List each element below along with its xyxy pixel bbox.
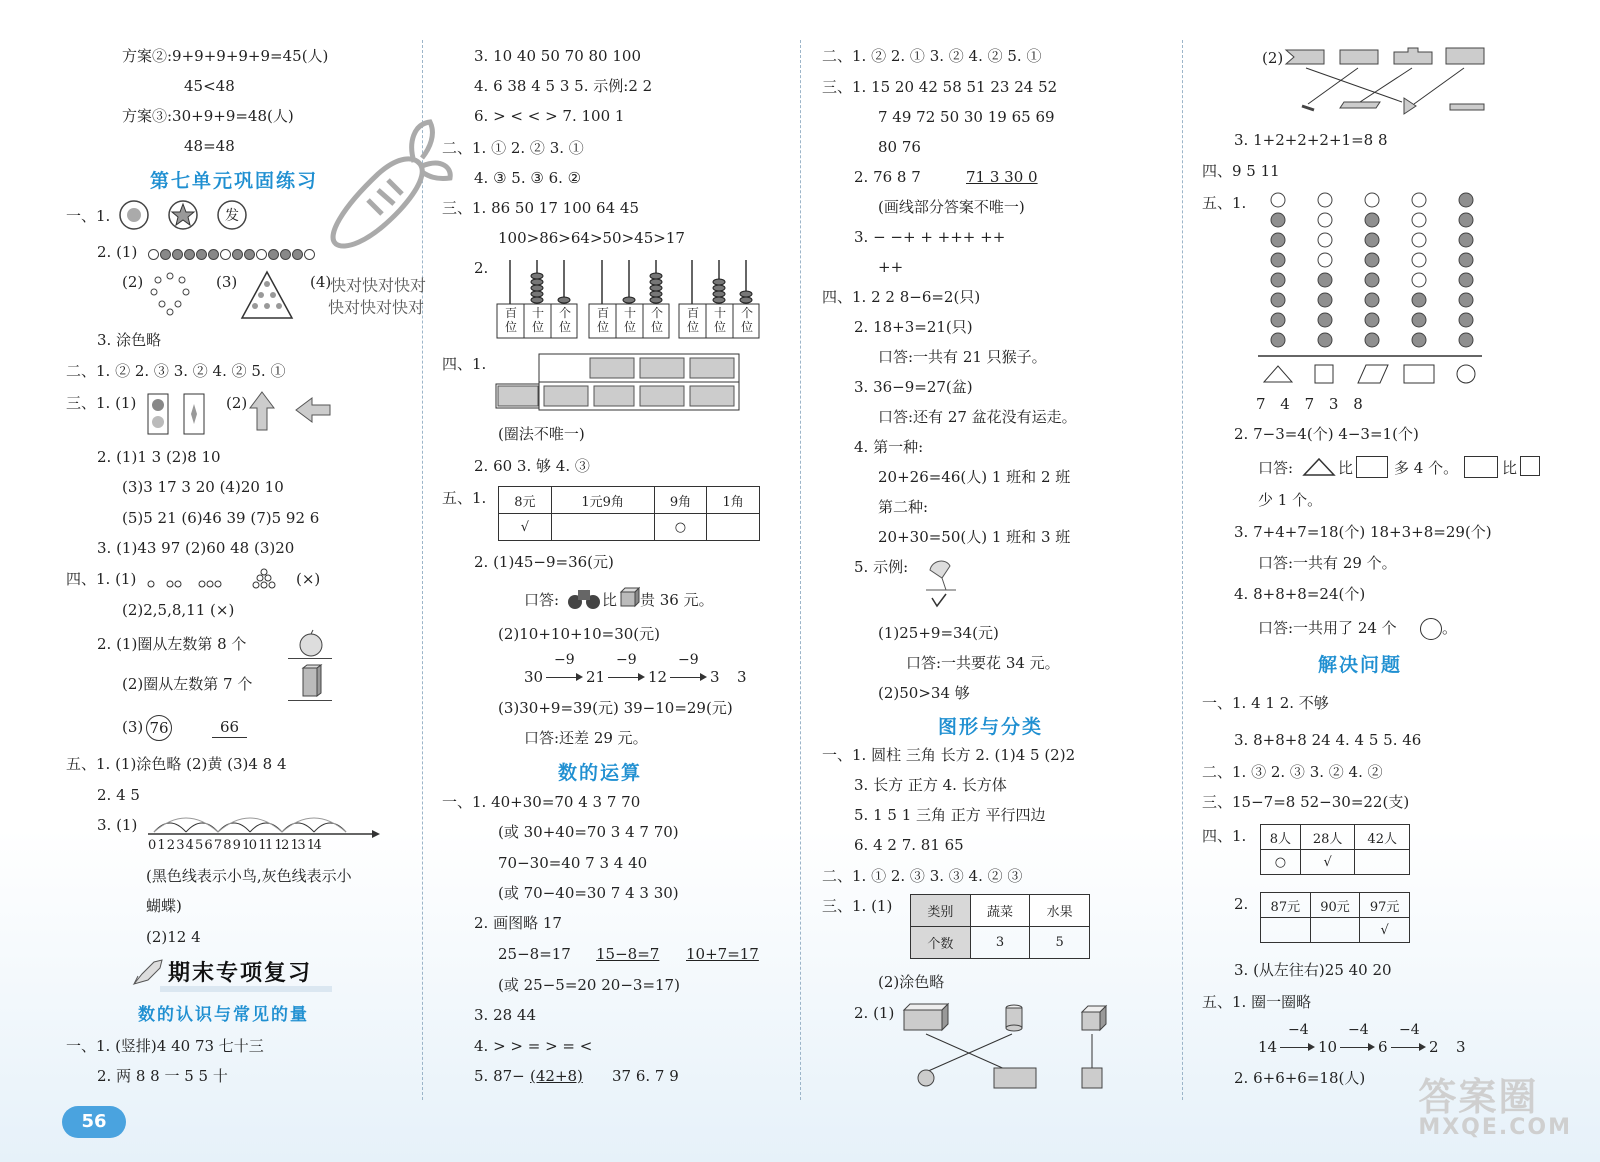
stamp-text: 快对快对快对 bbox=[330, 276, 427, 295]
count-circle bbox=[1271, 233, 1285, 247]
chain-arrowhead bbox=[576, 673, 583, 681]
answer-line: 二、1. ① 2. ③ 3. ③ 4. ② ③ bbox=[822, 867, 1023, 885]
heart-shape-icon bbox=[148, 270, 198, 316]
abacus-rod-label: 十位 bbox=[531, 306, 544, 334]
table-header: 42人 bbox=[1355, 825, 1410, 850]
count-circle bbox=[1318, 193, 1332, 207]
section-title-unit7: 第七单元巩固练习 bbox=[150, 170, 319, 192]
answer-line: 口答: bbox=[1258, 459, 1294, 477]
answer-line: (圈法不唯一) bbox=[498, 425, 585, 443]
answer-line: (2)12 4 bbox=[146, 928, 201, 946]
answer-line: 口答: bbox=[524, 591, 560, 609]
count-circle bbox=[1365, 293, 1379, 307]
chain-operation: −4 bbox=[1348, 1022, 1369, 1038]
count-circle bbox=[1318, 293, 1332, 307]
chain-operation: −4 bbox=[1399, 1022, 1420, 1038]
chain-value: 3 bbox=[1456, 1038, 1466, 1056]
square-icon bbox=[1520, 456, 1540, 476]
table-cell: 5 bbox=[1030, 927, 1090, 959]
count-circle bbox=[1318, 213, 1332, 227]
chain-arrow bbox=[1280, 1047, 1310, 1048]
table-cell: 3 bbox=[970, 927, 1030, 959]
count-circle bbox=[1412, 313, 1426, 327]
category-count-table bbox=[910, 894, 1090, 959]
abacus-bead bbox=[650, 279, 662, 285]
answer-line: 四、1. bbox=[1202, 827, 1247, 845]
chain-value: 3 bbox=[710, 668, 720, 686]
carrot-illustration bbox=[318, 118, 458, 258]
answer-line: 45<48 bbox=[184, 77, 235, 95]
answer-line: 比 bbox=[1502, 459, 1518, 477]
answer-line: 2. 4 5 bbox=[97, 786, 140, 804]
circle-shape bbox=[1457, 365, 1475, 383]
answer-line: (3)30+9=39(元) 39−10=29(元) bbox=[498, 699, 733, 717]
section-title-number-recognition: 数的认识与常见的量 bbox=[138, 1005, 309, 1025]
answer-line: (5)5 21 (6)46 39 (7)5 92 6 bbox=[122, 509, 320, 527]
chain-value: 2 bbox=[1429, 1038, 1439, 1056]
answer-line: 多 4 个。 bbox=[1394, 459, 1459, 477]
answer-line: 一、1. 圆柱 三角 长方 2. (1)4 5 (2)2 bbox=[822, 746, 1076, 764]
table-header: 87元 bbox=[1261, 893, 1311, 918]
answer-line: 四、1. 2 2 8−6=2(只) bbox=[822, 288, 981, 306]
price-table bbox=[498, 486, 760, 541]
circle-count-chart bbox=[1258, 188, 1484, 388]
bead-sequence bbox=[148, 244, 316, 263]
chain-value: 21 bbox=[586, 668, 606, 686]
triangle-shape bbox=[1264, 366, 1292, 382]
underline bbox=[288, 700, 332, 701]
answer-line: 比 bbox=[1338, 459, 1354, 477]
answer-line: 五、1. bbox=[1202, 194, 1247, 212]
table-cell: ○ bbox=[1261, 850, 1301, 875]
count-circle bbox=[1459, 213, 1473, 227]
shape-matching-diagram bbox=[900, 1002, 1112, 1090]
answer-line: 71 3 30 0 bbox=[966, 168, 1038, 186]
chain-arrow bbox=[670, 677, 702, 678]
table-header: 8人 bbox=[1261, 825, 1301, 850]
table-header: 97元 bbox=[1360, 893, 1410, 918]
table-header: 个数 bbox=[911, 927, 971, 959]
abacus-bead bbox=[650, 297, 662, 303]
count-circle bbox=[1271, 333, 1285, 347]
answer-line: ++ bbox=[878, 258, 904, 276]
chain-operation: −9 bbox=[616, 652, 637, 668]
count-circle bbox=[1459, 293, 1473, 307]
abacus-bead bbox=[531, 285, 543, 291]
abacus-bead bbox=[531, 297, 543, 303]
answer-line: (3) bbox=[122, 718, 144, 736]
circled-character: 发 bbox=[225, 208, 239, 224]
table-header: 水果 bbox=[1030, 895, 1090, 927]
bar-counts: 7 4 7 3 8 bbox=[1256, 395, 1363, 413]
table-cell: ○ bbox=[654, 514, 707, 541]
answer-line: 一、1. 40+30=70 4 3 7 70 bbox=[442, 793, 641, 811]
chain-value: 12 bbox=[648, 668, 668, 686]
chain-arrowhead bbox=[700, 673, 707, 681]
count-circle bbox=[1459, 253, 1473, 267]
binoculars-icon bbox=[566, 584, 602, 612]
answer-line: 2. 7−3=4(个) 4−3=1(个) bbox=[1234, 425, 1419, 443]
answer-line: 3. 36−9=27(盆) bbox=[854, 378, 973, 396]
table-cell bbox=[551, 514, 654, 541]
answer-line: 3. 28 44 bbox=[474, 1006, 537, 1024]
answer-line: (42+8) bbox=[530, 1067, 583, 1085]
answer-line: 2. 18+3=21(只) bbox=[854, 318, 973, 336]
count-circle bbox=[1318, 233, 1332, 247]
answer-line: 一、1. 4 1 2. 不够 bbox=[1202, 694, 1329, 712]
table-header: 类别 bbox=[911, 895, 971, 927]
answer-line: (2)50>34 够 bbox=[878, 684, 970, 702]
abacus-bead bbox=[623, 297, 635, 303]
abacus-rod-label: 十位 bbox=[713, 306, 726, 334]
count-circle bbox=[1412, 273, 1426, 287]
triangle-dots-icon bbox=[240, 268, 294, 320]
answer-line: 三、15−7=8 52−30=22(支) bbox=[1202, 793, 1410, 811]
answer-line: 3. 8+8+8 24 4. 4 5 5. 46 bbox=[1234, 731, 1422, 749]
table-cell: √ bbox=[1300, 850, 1355, 875]
answer-line: 三、1. 15 20 42 58 51 23 24 52 bbox=[822, 78, 1058, 96]
answer-line: 4. 6 38 4 5 3 5. 示例:2 2 bbox=[474, 77, 653, 95]
count-circle bbox=[1271, 253, 1285, 267]
abacus-bead bbox=[558, 297, 570, 303]
answer-line: 3. (1) bbox=[97, 816, 138, 834]
table-header: 1元9角 bbox=[551, 487, 654, 514]
chain-value: 10 bbox=[1318, 1038, 1338, 1056]
count-circle bbox=[1318, 313, 1332, 327]
abacus-rod-label: 百位 bbox=[596, 306, 609, 334]
answer-line: 3. − −+ + +++ ++ bbox=[854, 228, 1006, 246]
table-cell: √ bbox=[1360, 918, 1410, 943]
answer-line: 5. 87− bbox=[474, 1067, 525, 1085]
answer-line: 四、9 5 11 bbox=[1202, 162, 1280, 180]
answer-line: 三、1. 86 50 17 100 64 45 bbox=[442, 199, 639, 217]
chain-value: 3 bbox=[737, 668, 747, 686]
dot-pattern-icon bbox=[146, 568, 286, 592]
answer-line: 3. (1)43 97 (2)60 48 (3)20 bbox=[97, 539, 295, 557]
answer-line: 15−8=7 bbox=[596, 945, 660, 963]
abacus-rod-label: 个位 bbox=[740, 306, 753, 334]
answer-line: 2. 6+6+6=18(人) bbox=[1234, 1069, 1366, 1087]
table-header: 1角 bbox=[707, 487, 760, 514]
answer-line: (黑色线表示小鸟,灰色线表示小 bbox=[146, 867, 352, 885]
answer-line: 6. > < < > 7. 100 1 bbox=[474, 107, 625, 125]
count-circle bbox=[1365, 333, 1379, 347]
abacus-bead bbox=[650, 285, 662, 291]
answer-line: 3. 长方 正方 4. 长方体 bbox=[854, 776, 1007, 794]
triangle-icon bbox=[1302, 456, 1336, 478]
rocket-icon bbox=[130, 958, 166, 988]
abacus-rod-label: 个位 bbox=[558, 306, 571, 334]
table-cell bbox=[1261, 918, 1311, 943]
answer-line: 4. > > = > = < bbox=[474, 1037, 593, 1055]
table-header: 8元 bbox=[499, 487, 552, 514]
chain-arrowhead bbox=[1308, 1043, 1315, 1051]
stamp-text: 快对快对快对 bbox=[328, 298, 425, 317]
answer-line: 口答:一共要花 34 元。 bbox=[906, 654, 1060, 672]
count-circle bbox=[1318, 273, 1332, 287]
abacus-bead bbox=[531, 279, 543, 285]
answer-line: 7 49 72 50 30 19 65 69 bbox=[878, 108, 1055, 126]
count-circle bbox=[1459, 333, 1473, 347]
answer-line: (2) bbox=[122, 273, 144, 291]
answer-line: 2. 60 3. 够 4. ③ bbox=[474, 457, 590, 475]
chain-arrow bbox=[1340, 1047, 1370, 1048]
answer-line: 二、1. ① 2. ② 3. ① bbox=[442, 139, 584, 157]
count-circle bbox=[1459, 193, 1473, 207]
parallelogram-shape bbox=[1358, 365, 1388, 383]
answer-line: 二、1. ③ 2. ③ 3. ② 4. ② bbox=[1202, 763, 1383, 781]
answer-line: (2)涂色略 bbox=[878, 973, 945, 991]
watermark bbox=[1418, 1066, 1572, 1140]
chain-arrow bbox=[546, 677, 578, 678]
answer-line: 贵 36 元。 bbox=[640, 591, 714, 609]
answer-line: 一、1. bbox=[66, 207, 111, 225]
answer-line: (画线部分答案不唯一) bbox=[878, 198, 1025, 216]
answer-line: 第二种: bbox=[878, 498, 929, 516]
lamp-sketch-icon bbox=[922, 556, 962, 612]
square-shape bbox=[1315, 365, 1333, 383]
chain-arrowhead bbox=[1368, 1043, 1375, 1051]
count-circle bbox=[1412, 333, 1426, 347]
answer-line: 三、1. (1) bbox=[66, 394, 137, 412]
table-header: 蔬菜 bbox=[970, 895, 1030, 927]
answer-line: 25−8=17 bbox=[498, 945, 571, 963]
answer-line: 3. 10 40 50 70 80 100 bbox=[474, 47, 641, 65]
count-circle bbox=[1318, 253, 1332, 267]
table-header: 9角 bbox=[654, 487, 707, 514]
answer-line: 四、1. (1) bbox=[66, 570, 137, 588]
count-circle bbox=[1271, 293, 1285, 307]
answer-line: 2. (1) bbox=[854, 1004, 895, 1022]
cube-icon bbox=[618, 586, 640, 610]
fruit-icon bbox=[296, 628, 326, 658]
answer-line: 66 bbox=[212, 717, 247, 738]
chain-arrowhead bbox=[638, 673, 645, 681]
abacus-bead bbox=[713, 291, 725, 297]
count-circle bbox=[1271, 273, 1285, 287]
answer-line: 20+26=46(人) 1 班和 2 班 bbox=[878, 468, 1071, 486]
answer-line: (×) bbox=[296, 570, 321, 588]
count-circle bbox=[1365, 233, 1379, 247]
count-circle bbox=[1459, 313, 1473, 327]
abacus-bead bbox=[531, 273, 543, 279]
answer-line: 5. 示例: bbox=[854, 558, 909, 576]
count-circle bbox=[1365, 273, 1379, 287]
count-circle bbox=[1412, 293, 1426, 307]
answer-line: 口答:一共有 21 只猴子。 bbox=[878, 348, 1047, 366]
column-divider bbox=[1182, 40, 1183, 1100]
answer-line: (4) bbox=[310, 273, 332, 291]
table-header: 90元 bbox=[1310, 893, 1360, 918]
abacus-rod-label: 百位 bbox=[504, 306, 517, 334]
count-circle bbox=[1365, 193, 1379, 207]
circle-icon bbox=[1420, 618, 1442, 640]
section-title-operations: 数的运算 bbox=[558, 762, 643, 784]
answer-line: (2) bbox=[1262, 49, 1284, 67]
abacus-bead bbox=[531, 291, 543, 297]
answer-line: 二、1. ② 2. ① 3. ② 4. ② 5. ① bbox=[822, 47, 1042, 65]
answer-line: 37 6. 7 9 bbox=[612, 1067, 679, 1085]
answer-line: 四、1. bbox=[442, 355, 487, 373]
table-header: 28人 bbox=[1300, 825, 1355, 850]
rectangle-icon bbox=[1464, 456, 1498, 478]
answer-line: 6. 4 2 7. 81 65 bbox=[854, 836, 964, 854]
answer-line: 口答:还差 29 元。 bbox=[524, 729, 648, 747]
answer-line: 3. (从左往右)25 40 20 bbox=[1234, 961, 1392, 979]
table-cell bbox=[707, 514, 760, 541]
banknotes-illustration bbox=[494, 352, 740, 412]
number-line-diagram bbox=[146, 806, 382, 840]
answer-line: 2. (1)1 3 (2)8 10 bbox=[97, 448, 221, 466]
answer-line: 三、1. (1) bbox=[822, 897, 893, 915]
answer-line: 3. 7+4+7=18(个) 18+3+8=29(个) bbox=[1234, 523, 1492, 541]
count-circle bbox=[1459, 233, 1473, 247]
abacus-bead bbox=[713, 297, 725, 303]
column-divider bbox=[800, 40, 801, 1100]
abacus-bead bbox=[740, 297, 752, 303]
circled-number: 76 bbox=[146, 715, 172, 741]
chain-arrow bbox=[608, 677, 640, 678]
table-cell bbox=[1310, 918, 1360, 943]
answer-line: 3. 涂色略 bbox=[97, 331, 162, 349]
count-circle bbox=[1365, 253, 1379, 267]
count-circle bbox=[1271, 193, 1285, 207]
people-table bbox=[1260, 824, 1410, 875]
count-circle bbox=[1412, 193, 1426, 207]
section-title-problem-solving: 解决问题 bbox=[1318, 654, 1403, 676]
answer-line: 48=48 bbox=[184, 137, 235, 155]
answer-line: 一、1. (竖排)4 40 73 七十三 bbox=[66, 1037, 264, 1055]
answer-line: 2. bbox=[474, 259, 489, 277]
chain-operation: −9 bbox=[554, 652, 575, 668]
answer-line: 2. 76 8 7 bbox=[854, 168, 921, 186]
answer-line: 70−30=40 7 3 4 40 bbox=[498, 854, 648, 872]
abacus-bead bbox=[740, 291, 752, 297]
answer-line: 5. 1 5 1 三角 正方 平行四边 bbox=[854, 806, 1046, 824]
count-circle bbox=[1271, 213, 1285, 227]
answer-line: 五、1. (1)涂色略 (2)黄 (3)4 8 4 bbox=[66, 755, 287, 773]
answer-line: 2. (1)圈从左数第 8 个 bbox=[97, 635, 247, 653]
section-title-shapes: 图形与分类 bbox=[938, 716, 1044, 738]
box-icon bbox=[298, 664, 324, 698]
number-line-labels: 0 1 2 3 4 5 6 7 8 9 10 11 12 13 14 bbox=[148, 838, 321, 853]
answer-line: 10+7=17 bbox=[686, 945, 759, 963]
watermark-title: 答案圈 bbox=[1418, 1075, 1539, 1119]
answer-line: (2) bbox=[226, 394, 248, 412]
answer-line: 2. (1)45−9=36(元) bbox=[474, 553, 614, 571]
answer-line: 五、1. bbox=[442, 489, 487, 507]
answer-line: 4. 8+8+8=24(个) bbox=[1234, 585, 1366, 603]
count-circle bbox=[1365, 213, 1379, 227]
count-circle bbox=[1271, 313, 1285, 327]
abacus-bead bbox=[650, 273, 662, 279]
chain-arrow bbox=[1391, 1047, 1421, 1048]
count-circle bbox=[1412, 213, 1426, 227]
table-cell bbox=[1355, 850, 1410, 875]
title-underline bbox=[160, 986, 332, 992]
rectangle-icon bbox=[1356, 456, 1388, 478]
answer-line: 100>86>64>50>45>17 bbox=[498, 229, 685, 247]
answer-line: (2)2,5,8,11 (×) bbox=[122, 601, 235, 619]
abacus-bead bbox=[713, 279, 725, 285]
answer-line: 4. ③ 5. ③ 6. ② bbox=[474, 169, 582, 187]
answer-line: (3)3 17 3 20 (4)20 10 bbox=[122, 478, 284, 496]
chain-operation: −4 bbox=[1288, 1022, 1309, 1038]
answer-line: (1)25+9=34(元) bbox=[878, 624, 999, 642]
rectangle-shape bbox=[1404, 365, 1434, 383]
count-circle bbox=[1365, 313, 1379, 327]
answer-line: 少 1 个。 bbox=[1258, 491, 1323, 509]
answer-line: 口答:还有 27 盆花没有运走。 bbox=[878, 408, 1077, 426]
underline bbox=[288, 658, 332, 659]
answer-line: 2. 两 8 8 一 5 5 十 bbox=[97, 1067, 228, 1085]
answer-line: 口答:一共有 29 个。 bbox=[1258, 554, 1397, 572]
chain-value: 6 bbox=[1378, 1038, 1388, 1056]
answer-line: (或 30+40=70 3 4 7 70) bbox=[498, 823, 679, 841]
answer-line: 20+30=50(人) 1 班和 3 班 bbox=[878, 528, 1071, 546]
answer-line: 方案③:30+9+9=48(人) bbox=[122, 107, 294, 125]
abacus-rod-label: 个位 bbox=[650, 306, 663, 334]
count-circle bbox=[1412, 233, 1426, 247]
page-number-badge: 56 bbox=[62, 1106, 126, 1138]
abacus-rod-label: 百位 bbox=[686, 306, 699, 334]
price-compare-table bbox=[1260, 892, 1410, 943]
answer-line: 方案②:9+9+9+9+9=45(人) bbox=[122, 47, 329, 65]
answer-line: 2. (1) bbox=[97, 243, 138, 261]
watermark-url: MXQE.COM bbox=[1418, 1115, 1572, 1140]
answer-line: 2. bbox=[1234, 895, 1249, 913]
answer-line: 二、1. ② 2. ③ 3. ② 4. ② 5. ① bbox=[66, 362, 286, 380]
abacus-bead bbox=[713, 285, 725, 291]
answer-line: 比 bbox=[602, 591, 618, 609]
chain-value: 30 bbox=[524, 668, 544, 686]
section-title-final-review: 期末专项复习 bbox=[168, 961, 313, 986]
table-cell: √ bbox=[499, 514, 552, 541]
shape-net-matching-diagram bbox=[1284, 44, 1490, 116]
answer-line: 五、1. 圈一圈略 bbox=[1202, 993, 1312, 1011]
chain-operation: −9 bbox=[678, 652, 699, 668]
count-circle bbox=[1459, 273, 1473, 287]
count-circle bbox=[1318, 333, 1332, 347]
answer-line: (3) bbox=[216, 273, 238, 291]
abacus-bead bbox=[650, 291, 662, 297]
answer-line: 。 bbox=[1442, 619, 1458, 637]
answer-line: (2)圈从左数第 7 个 bbox=[122, 675, 253, 693]
answer-line: (或 25−5=20 20−3=17) bbox=[498, 976, 680, 994]
answer-line: 80 76 bbox=[878, 138, 921, 156]
chain-value: 14 bbox=[1258, 1038, 1278, 1056]
answer-line: (2)10+10+10=30(元) bbox=[498, 625, 661, 643]
answer-line: 蝴蝶) bbox=[146, 897, 182, 915]
count-circle bbox=[1412, 253, 1426, 267]
answer-line: 3. 1+2+2+2+1=8 8 bbox=[1234, 131, 1388, 149]
answer-line: (或 70−40=30 7 4 3 30) bbox=[498, 884, 679, 902]
answer-line: 口答:一共用了 24 个 bbox=[1258, 619, 1397, 637]
answer-line: 2. 画图略 17 bbox=[474, 914, 562, 932]
chain-arrowhead bbox=[1419, 1043, 1426, 1051]
answer-line: 4. 第一种: bbox=[854, 438, 924, 456]
abacus-rod-label: 十位 bbox=[623, 306, 636, 334]
